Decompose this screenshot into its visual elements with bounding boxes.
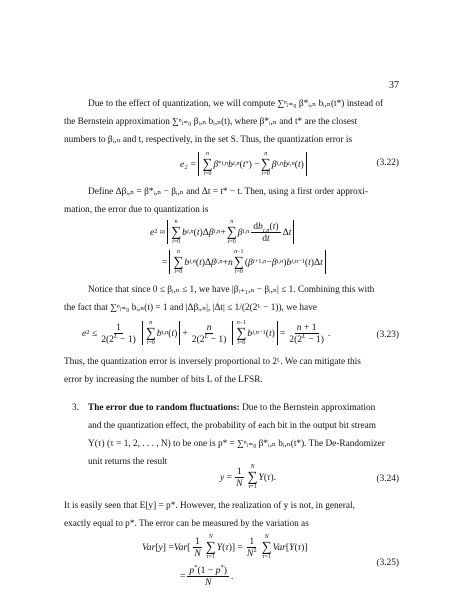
paragraph-line: Y(τ) (τ = 1, 2, . . . , N) to be one is p* = ∑ⁿᵢ₌₀ β*ᵢ,ₙ bᵢ,ₙ(t*). The De-Randomizer (88, 439, 385, 449)
equation-number: (3.22) (376, 158, 399, 168)
paragraph-line: Thus, the quantization error is inversely proportional to 2ᴸ. We can mitigate this (64, 357, 361, 367)
paragraph-line: and the quantization effect, the probability of each bit in the output bit stream (88, 421, 376, 431)
equation-3-23: e 2 ≤ $\frac{1}{2(2^L - 1)}$ n ∑ i=0 b i,n ( t ) + $\frac{n}{2(2^L - 1)}$ n−1 ∑ i=0 b i,n−1 ( t ) = $\frac{n + 1}{2(2^L - 1)}$ . (82, 319, 331, 346)
equation-3-24: y = $\frac{1}{N}$ N ∑ τ=1 Y ( τ ). (220, 463, 277, 490)
paragraph-line: Notice that since 0 ≤ βᵢ,ₙ ≤ 1, we have |βᵢ₊₁,ₙ − βᵢ,ₙ| ≤ 1. Combining this with (88, 285, 375, 295)
equation-number: (3.23) (376, 330, 399, 340)
equation-number: (3.24) (376, 474, 399, 484)
paragraph-line: error by increasing the number of bits L of the LFSR. (64, 375, 263, 385)
paragraph-line: mation, the error due to quantization is (64, 205, 209, 215)
paragraph-line: Due to the effect of quantization, we will compute ∑ⁿᵢ₌₀ β*ᵢ,ₙ bᵢ,ₙ(t*) instead of (88, 99, 384, 109)
paragraph-line: numbers to βᵢ,ₙ and t, respectively, in the set S. Thus, the quantization error is (64, 135, 353, 145)
equation-3-25-line2: = $\frac{p^*(1 - p^*)}{N}$ . (180, 563, 234, 588)
list-item-heading: The error due to random fluctuations: (88, 403, 240, 413)
list-item-first-line (88, 402, 375, 414)
eq-lhs: e₂ = (180, 158, 197, 170)
paragraph-line: unit returns the result (88, 457, 168, 467)
equation-approx-line1: e 2 ≈ n ∑ i=0 b i,n ( t )Δ β i,n + n ∑ i=0 β i,n $\frac{db_{i,n}(t)}{dt}$ Δ t (150, 218, 296, 246)
equation-number: (3.25) (376, 558, 399, 568)
equation-approx-line2: = n ∑ i=0 b i,n ( t )Δ β i,n + n n−1 ∑ i=0 ( β i+1,n − β i,n ) b i,n−1 ( t )Δ t (162, 248, 328, 276)
list-item-marker: 3. (72, 403, 79, 413)
page-number: 37 (389, 80, 399, 91)
paragraph-line: the Bernstein approximation ∑ⁿᵢ₌₀ βᵢ,ₙ bᵢ,ₙ(t), where β*ᵢ,ₙ and t* are the closest (64, 117, 358, 127)
equation-3-25-line1: Var [ y ] = Var [ $\frac{1}{N}$ N ∑ τ=1 Y ( τ )] = $\frac{1}{N^2}$ N ∑ τ=1 Var [ Y ( τ )] (142, 533, 308, 560)
paragraph-line: It is easily seen that E[y] = p*. However, the realization of y is not, in general, (64, 501, 355, 511)
paragraph-text: Due to the Bernstein approximation (239, 403, 376, 413)
equation-3-22: e₂ = n ∑ i=0 β * i,n b i,n ( t * ) − n ∑ i=0 β i,n b i,n ( t ) (180, 150, 309, 178)
paragraph-line: exactly equal to p*. The error can be measured by the variation as (64, 519, 309, 529)
paragraph-line: Define Δβᵢ,ₙ = β*ᵢ,ₙ − βᵢ,ₙ and Δt = t* − t. Then, using a first order approxi- (88, 187, 368, 197)
paragraph-line: the fact that ∑ⁿᵢ₌₀ bᵢ,ₙ(t) = 1 and |Δβᵢ,ₙ|, |Δt| ≤ 1/(2(2ᴸ − 1)), we have (64, 303, 317, 313)
